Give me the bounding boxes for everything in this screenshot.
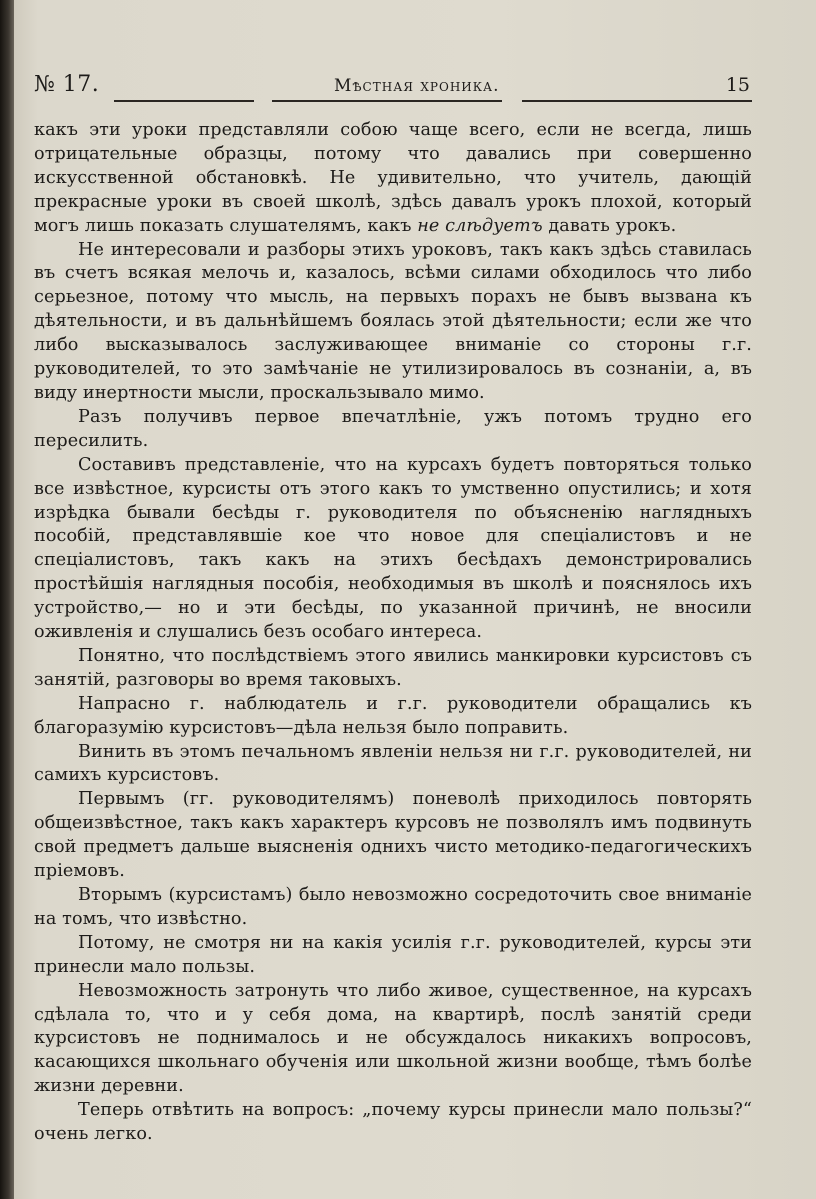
header-rule	[114, 100, 254, 102]
paragraph: Первымъ (гг. руководителямъ) поневолѣ приходилось повторять общеизвѣстное, такъ какъ характеръ курсовъ не позволялъ имъ подвинуть свой предметъ дальше выясненія однихъ чисто методико-педагогическихъ пріемовъ.	[34, 789, 752, 882]
scanned-page	[14, 0, 816, 1199]
paragraph: Не интересовали и разборы этихъ уроковъ, такъ какъ здѣсь ставилась въ счетъ всякая мелочь и, казалось, всѣми силами обходилось что либо серьезное, потому что мысль, на первыхъ порахъ не бывъ вызвана къ дѣятельности, и въ дальнѣйшемъ боялась этой дѣятельности; если же что либо высказывалось заслуживающее вниманіе со стороны г.г. руководителей, то это замѣчаніе не утилизировалось въ сознаніи, а, въ виду инертности мысли, проскальзывало мимо.	[34, 239, 752, 403]
emphasized-text: не слѣдуетъ	[417, 215, 543, 236]
paragraph-text: давать урокъ.	[548, 215, 677, 236]
article-body	[34, 119, 752, 1147]
section-title: Мѣстная хроника.	[334, 76, 500, 96]
paragraph: Понятно, что послѣдствіемъ этого явились манкировки курсистовъ съ занятій, разговоры во время таковыхъ.	[34, 645, 752, 690]
paragraph: Теперь отвѣтить на вопросъ: „почему курсы принесли мало пользы?“ очень легко.	[34, 1100, 752, 1145]
header-rule	[522, 100, 752, 102]
paragraph: Составивъ представленіе, что на курсахъ будетъ повторяться только все извѣстное, курсисты отъ этого какъ то умственно опустились; и хотя изрѣдка бывали бесѣды г. руководителя по объясненію наглядныхъ пособій, представлявшіе кое что новое для спеціалистовъ и не спеціалистовъ, такъ какъ на этихъ бесѣдахъ демонстрировались простѣйшія наглядныя пособія, необходимыя въ школѣ и пояснялось ихъ устройство,— но и эти бесѣды, по указанной причинѣ, не вносили оживленія и слушались безъ особаго интереса.	[34, 454, 752, 643]
paragraph: Невозможность затронуть что либо живое, существенное, на курсахъ сдѣлала то, что и у себя дома, на квартирѣ, послѣ занятій среди курсистовъ не поднималось и не обсуждалось никакихъ вопросовъ, касающихся школьнаго обученія или школьной жизни вообще, тѣмъ болѣе жизни деревни.	[34, 980, 752, 1097]
issue-number: № 17.	[34, 72, 100, 97]
paragraph	[34, 119, 752, 239]
page-number: 15	[725, 74, 750, 96]
header-rule	[272, 100, 502, 102]
paragraph: Разъ получивъ первое впечатлѣніе, ужъ потомъ трудно его пересилить.	[34, 406, 752, 451]
paragraph: Винить въ этомъ печальномъ явленіи нельзя ни г.г. руководителей, ни самихъ курсистовъ.	[34, 741, 752, 786]
book-spine-shadow	[0, 0, 14, 1199]
paragraph: Вторымъ (курсистамъ) было невозможно сосредоточить свое вниманіе на томъ, что извѣстно.	[34, 885, 752, 929]
paragraph: Потому, не смотря ни на какія усилія г.г. руководителей, курсы эти принесли мало пользы.	[34, 932, 752, 977]
paragraph-text: какъ эти уроки представляли собою чаще всего, если не всегда, лишь отрицательные образцы, потому что давались при совершенно искусственной обстановкѣ. Не удивительно, что учитель, дающій прекрасные уроки въ своей школѣ, здѣсь давалъ урокъ плохой, который могъ лишь показать слушателямъ, какъ	[34, 120, 752, 236]
paragraph: Напрасно г. наблюдатель и г.г. руководители обращались къ благоразумію курсистовъ—дѣла нельзя было поправить.	[34, 693, 752, 738]
